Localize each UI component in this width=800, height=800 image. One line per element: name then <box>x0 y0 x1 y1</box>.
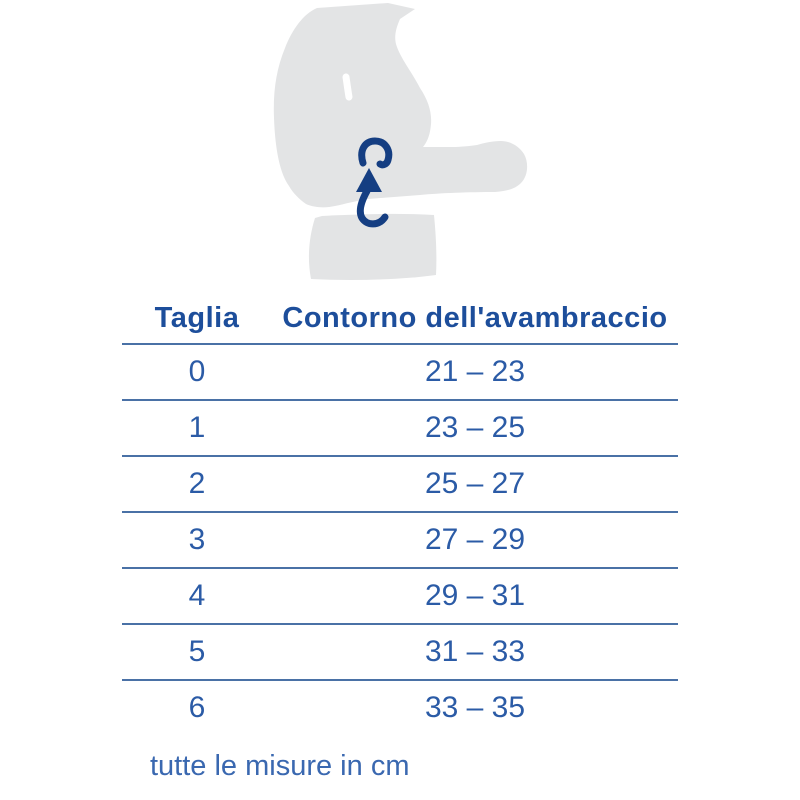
range-value: 33 – 35 <box>424 691 526 724</box>
range-value: 25 – 27 <box>424 467 526 500</box>
size-table-header <box>122 294 678 343</box>
table-row <box>122 399 678 455</box>
table-row <box>122 455 678 511</box>
size-value: 3 <box>188 523 206 556</box>
table-row <box>122 623 678 679</box>
table-row <box>122 343 678 399</box>
range-value: 31 – 33 <box>424 635 526 668</box>
measurement-illustration <box>248 0 536 292</box>
size-value: 0 <box>188 355 206 388</box>
units-footnote: tutte le misure in cm <box>150 750 410 782</box>
table-row <box>122 567 678 623</box>
size-table <box>122 294 678 783</box>
header-size-column: Taglia <box>154 302 240 334</box>
torso-silhouette <box>274 3 527 207</box>
body-silhouette-graphic <box>248 0 536 292</box>
range-value: 21 – 23 <box>424 355 526 388</box>
header-measure-column: Contorno dell'avambraccio <box>282 302 668 334</box>
armpit-crease <box>346 77 349 97</box>
range-value: 23 – 25 <box>424 411 526 444</box>
table-row <box>122 511 678 567</box>
size-value: 4 <box>188 579 206 612</box>
size-value: 6 <box>188 691 206 724</box>
range-value: 27 – 29 <box>424 523 526 556</box>
size-value: 1 <box>188 411 206 444</box>
table-row <box>122 679 678 735</box>
range-value: 29 – 31 <box>424 579 526 612</box>
size-value: 5 <box>188 635 206 668</box>
size-value: 2 <box>188 467 206 500</box>
